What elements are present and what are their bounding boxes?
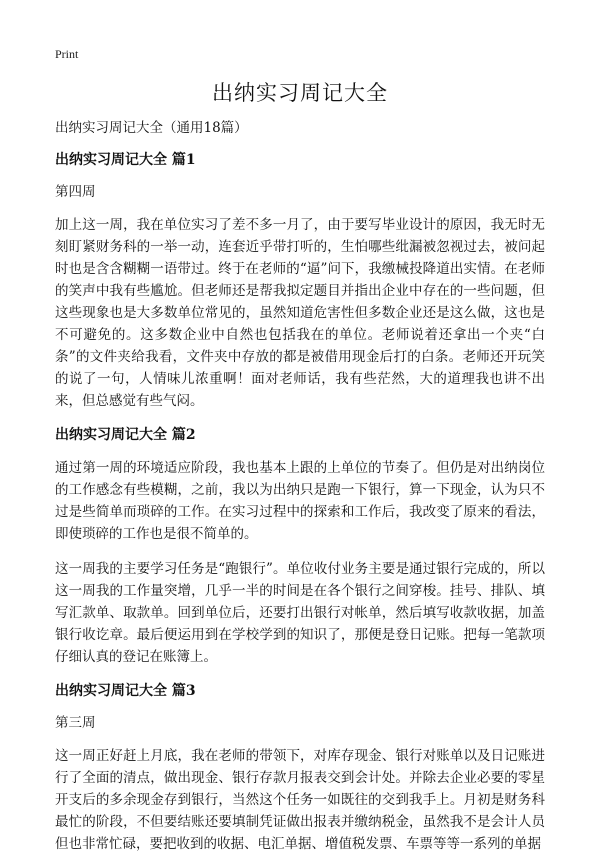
week-label: 第四周 [55, 184, 96, 200]
section-heading: 出纳实习周记大全 篇2 [55, 427, 196, 443]
section-1 [55, 150, 545, 412]
section-3 [55, 681, 545, 855]
document-title: 出纳实习周记大全 [212, 81, 388, 105]
section-heading: 出纳实习周记大全 篇1 [55, 152, 196, 168]
week-label: 第三周 [55, 715, 96, 731]
section-2 [55, 425, 545, 668]
document-subtitle: 出纳实习周记大全（通用18篇） [55, 120, 248, 136]
paragraph: 通过第一周的环境适应阶段，我也基本上跟的上单位的节奏了。但仍是对出纳岗位的工作感念有些模糊，之前，我以为出纳只是跑一下银行，算一下现金，认为只不过是些简单而琐碎的工作。在实习过程中的探索和工作后，我改变了原来的看法，即使琐碎的工作也是很不简单的。 [55, 460, 545, 542]
paragraph: 这一周正好赶上月底，我在老师的带领下，对库存现金、银行对账单以及日记账进行了全面的清点，做出现金、银行存款月报表交到会计处。并除去企业必要的零星开支后的多余现金存到银行，当然这个任务一如既往的交到我手上。月初是财务科最忙的阶段，不但要结账还要填制凭证做出报表并缴纳税金，虽然我不是会计人员但也非常忙碌，要把收到的收据、电汇单据、增值税发票、车票等等一系列的单据 [55, 748, 545, 852]
paragraph: 加上这一周，我在单位实习了差不多一月了，由于要写毕业设计的原因，我无时无刻盯紧财务科的一举一动，连套近乎带打听的，生怕哪些纰漏被忽视过去，被问起时也是含含糊糊一语带过。终于在老师的“逼”问下，我缴械投降道出实情。在老师的笑声中我有些尴尬。但老师还是帮我拟定题目并指出企业中存在的一些问题，但这些现象也是大多数单位常见的，虽然知道危害性但多数企业还是这么做，这也是不可避免的。这多数企业中自然也包括我在的单位。老师说着还拿出一个夹“白条”的文件夹给我看，文件夹中存放的都是被借用现金后打的白条。老师还开玩笑的说了一句，人情味儿浓重啊！面对老师话，我有些茫然，大的道理我也讲不出来，但总感觉有些气闷。 [55, 217, 545, 409]
print-link[interactable]: Print [55, 47, 79, 61]
paragraph: 这一周我的主要学习任务是“跑银行”。单位收付业务主要是通过银行完成的，所以这一周我的工作量突增，几乎一半的时间是在各个银行之间穿梭。挂号、排队、填写汇款单、取款单。回到单位后，还要打出银行对帐单，然后填写收款收据，加盖银行收讫章。最后便运用到在学校学到的知识了，那便是登日记账。把每一笔款项仔细认真的登记在账簿上。 [55, 561, 545, 665]
section-heading: 出纳实习周记大全 篇3 [55, 683, 196, 699]
document-body [55, 118, 545, 868]
